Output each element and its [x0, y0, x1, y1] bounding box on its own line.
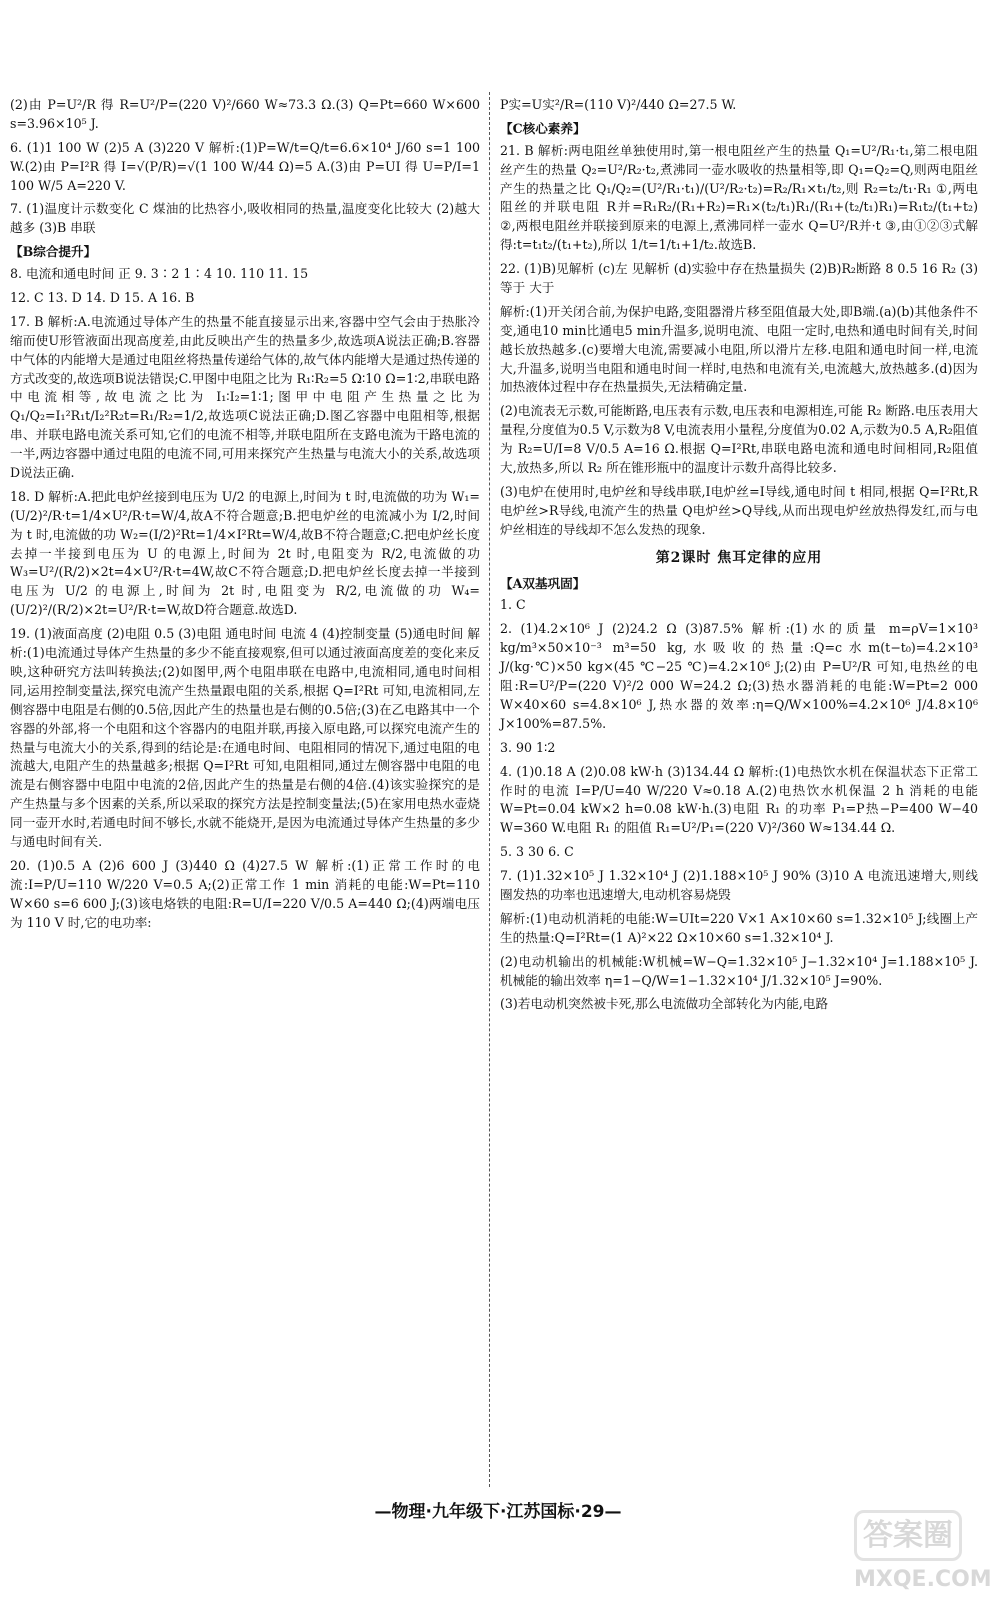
answer-paragraph: (3)电炉在使用时,电炉丝和导线串联,I电炉丝=I导线,通电时间 t 相同,根据 Q=I²Rt,R电炉丝>R导线,电流产生的热量 Q电炉丝>Q导线,从而出现电炉丝放热得发红,而与电炉丝相连的导线却不怎么发热的现象.	[500, 483, 978, 537]
column-divider	[489, 92, 490, 1487]
answer-paragraph: P实=U实²/R=(110 V)²/440 Ω=27.5 W.	[500, 97, 737, 112]
answer-paragraph: 解析:(1)开关闭合前,为保护电路,变阻器滑片移至阻值最大处,即B端.(a)(b)其他条件不变,通电10 min比通电5 min升温多,说明电流、电阻一定时,电热和通电时间有关,时间越长放热越多.(c)要增大电流,需要减小电阻,所以滑片左移.电阻和通电时间一样,电流大,升温多,说明当电阻和通电时间一样时,电热和电流有关,电流越大,放热越多.(d)因为加热液体过程中存在热量损失,无法精确定量.	[500, 303, 978, 395]
lesson-title: 第2课时 焦耳定律的应用	[655, 549, 823, 566]
watermark-site: MXQE.COM	[854, 1567, 992, 1592]
right-column	[500, 96, 978, 1019]
answer-paragraph: 解析:(1)电动机消耗的电能:W=UIt=220 V×1 A×10×60 s=1.32×10⁵ J;线圈上产生的热量:Q=I²Rt=(1 A)²×22 Ω×10×60 s=1.32×10⁴ J.	[500, 910, 978, 945]
answer-paragraph: 6. (1)1 100 W (2)5 A (3)220 V 解析:(1)P=W/t=Q/t=6.6×10⁴ J/60 s=1 100 W.(2)由 P=I²R 得 I=√(P/R)=√(1 100 W/44 Ω)=5 A.(3)由 P=UI 得 U=P/I=1 100 W/5 A=220 V.	[10, 139, 480, 193]
section-heading: 【A双基巩固】	[500, 575, 586, 591]
answer-paragraph: (3)若电动机突然被卡死,那么电流做功全部转化为内能,电路	[500, 996, 829, 1012]
answer-paragraph: 21. B 解析:两电阻丝单独使用时,第一根电阻丝产生的热量 Q₁=U²/R₁·t₁,第二根电阻丝产生的热量 Q₂=U²/R₂·t₂,煮沸同一壶水吸收的热量相等,即 Q₁=Q₂=Q,则两电阻丝产生的热量之比 Q₁/Q₂=(U²/R₁·t₁)/(U²/R₂·t₂)=R₂/R₁×t₁/t₂,则 R₂=t₂/t₁·R₁ ①,两电阻丝的并联电阻 R并=R₁R₂/(R₁+R₂)=R₁×(t₂/t₁)R₁/(R₁+(t₂/t₁)R₁)=R₁t₂/(t₁+t₂) ②,两根电阻丝并联接到原来的电源上,煮沸同样一壶水 Q=U²/R并·t ③,由①②③式解得:t=t₁t₂/(t₁+t₂),所以 1/t=1/t₁+1/t₂.故选B.	[500, 142, 978, 253]
answer-paragraph: 7. (1)温度计示数变化 C 煤油的比热容小,吸收相同的热量,温度变化比较大 (2)越大 越多 (3)B 串联	[10, 201, 480, 236]
answer-paragraph: 2. (1)4.2×10⁶ J (2)24.2 Ω (3)87.5% 解析:(1)水的质量 m=ρV=1×10³ kg/m³×50×10⁻³ m³=50 kg,水吸收的热量:Q=c水m(t−t₀)=4.2×10³ J/(kg·℃)×50 kg×(45 ℃−25 ℃)=4.2×10⁶ J;(2)由 P=U²/R 可知,电热丝的电阻:R=U²/P=(220 V)²/2 000 W=24.2 Ω;(3)热水器消耗的电能:W=Pt=2 000 W×40×60 s=4.8×10⁶ J,热水器的效率:η=Q/W×100%=4.2×10⁶ J/4.8×10⁶ J×100%=87.5%.	[500, 621, 978, 731]
answer-paragraph: 18. D 解析:A.把此电炉丝接到电压为 U/2 的电源上,时间为 t 时,电流做的功为 W₁=(U/2)²/R·t=1/4×U²/R·t=W/4,故A不符合题意;B.把电炉丝的电流减小为 I/2,时间为 t 时,电流做的功 W₂=(I/2)²Rt=1/4×I²Rt=W/4,故B不符合题意;C.把电炉丝长度去掉一半接到电压为 U 的电源上,时间为 2t 时,电阻变为 R/2,电流做的功 W₃=U²/(R/2)×2t=4×U²/R·t=4W,故C不符合题意;D.把电炉丝长度去掉一半接到电压为 U/2 的电源上,时间为 2t 时,电阻变为 R/2,电流做的功 W₄=(U/2)²/(R/2)×2t=U²/R·t=W,故D符合题意.故选D.	[10, 488, 480, 618]
section-heading: 【C核心素养】	[500, 120, 586, 136]
answer-paragraph: 19. (1)液面高度 (2)电阻 0.5 (3)电阻 通电时间 电流 4 (4)控制变量 (5)通电时间 解析:(1)电流通过导体产生热量的多少不能直接观察,但可以通过液面高度差的变化来反映,这种研究方法叫转换法;(2)如图甲,两个电阻串联在电路中,电流相同,通电时间相同,运用控制变量法,探究电流产生热量跟电阻的关系,根据 Q=I²Rt 可知,电流相同,左侧容器中电阻是右侧的0.5倍,因此产生的热量也是右侧的0.5倍;(3)在乙电路其中一个容器的外部,将一个电阻和这个容器内的电阻并联,再接入原电路,可以探究电流产生的热量与电流大小的关系,得到的结论是:在通电时间、电阻相同的情况下,通过电阻的电流越大,电阻产生的热量越多;根据 Q=I²Rt 可知,电阻相同,通过左侧容器中电阻的电流是右侧容器中电阻中电流的2倍,因此产生的热量是右侧的4倍.(4)该实验探究的是产生热量与多个因素的关系,所以采取的探究方法是控制变量法;(5)在家用电热水壶烧同一壶开水时,若通电时间不够长,水就不能烧开,是因为电流通过导体产生热量的多少与通电时间有关.	[10, 626, 480, 849]
answer-paragraph: 3. 90 1∶2	[500, 739, 556, 755]
answer-paragraph: (2)电动机输出的机械能:W机械=W−Q=1.32×10⁵ J−1.32×10⁴ J=1.188×10⁵ J.机械能的输出效率 η=1−Q/W=1−1.32×10⁴ J/1.32×10⁵ J=90%.	[500, 953, 978, 988]
answer-paragraph: 8. 电流和通电时间 正 9. 3∶2 1∶4 10. 110 11. 15	[10, 266, 309, 282]
answer-paragraph: 1. C	[500, 597, 526, 613]
answer-paragraph: 20. (1)0.5 A (2)6 600 J (3)440 Ω (4)27.5 W 解析:(1)正常工作时的电流:I=P/U=110 W/220 V=0.5 A;(2)正常工作 1 min 消耗的电能:W=Pt=110 W×60 s=6 600 J;(3)该电烙铁的电阻:R=U/I=220 V/0.5 A=440 Ω;(4)两端电压为 110 V 时,它的电功率:	[10, 857, 480, 930]
left-column	[10, 96, 480, 937]
watermark-logo	[854, 1510, 992, 1592]
page-footer: —物理·九年级下·江苏国标·29—	[374, 1502, 622, 1522]
watermark-logo-text: 答案圈	[854, 1510, 962, 1561]
answer-paragraph: 5. 3 30 6. C	[500, 844, 574, 860]
answer-paragraph: 22. (1)B)见解析 (c)左 见解析 (d)实验中存在热量损失 (2)B)R₂断路 8 0.5 16 R₂ (3)等于 大于	[500, 261, 978, 296]
answer-paragraph: (2)由 P=U²/R 得 R=U²/P=(220 V)²/660 W≈73.3 Ω.(3) Q=Pt=660 W×600 s=3.96×10⁵ J.	[10, 97, 480, 131]
section-heading: 【B综合提升】	[10, 244, 97, 260]
answer-paragraph: 4. (1)0.18 A (2)0.08 kW·h (3)134.44 Ω 解析:(1)电热饮水机在保温状态下正常工作时的电流 I=P/U=40 W/220 V≈0.18 A.(2)电热饮水机保温 2 h 消耗的电能 W=Pt=0.04 kW×2 h=0.08 kW·h.(3)电阻 R₁ 的功率 P₁=P热−P=400 W−40 W=360 W.电阻 R₁ 的阻值 R₁=U²/P₁=(220 V)²/360 W≈134.44 Ω.	[500, 763, 978, 836]
answer-paragraph: 7. (1)1.32×10⁵ J 1.32×10⁴ J (2)1.188×10⁵ J 90% (3)10 A 电流迅速增大,则线圈发热的功率也迅速增大,电动机容易烧毁	[500, 868, 978, 902]
answer-paragraph: (2)电流表无示数,可能断路,电压表有示数,电压表和电源相连,可能 R₂ 断路.电压表用大量程,分度值为0.5 V,示数为8 V,电流表用小量程,分度值为0.02 A,示数为0.5 A,R₂阻值为 R₂=U/I=8 V/0.5 A=16 Ω.根据 Q=I²Rt,串联电路电流和通电时间相同,R₂阻值大,放热多,所以 R₂ 所在锥形瓶中的温度计示数升高得比较多.	[500, 403, 978, 476]
answer-paragraph: 12. C 13. D 14. D 15. A 16. B	[10, 290, 195, 306]
answer-paragraph: 17. B 解析:A.电流通过导体产生的热量不能直接显示出来,容器中空气会由于热胀冷缩而使U形管液面出现高度差,由此反映出产生的热量多少,故选项A说法正确;B.容器中气体的内能增大是通过电阻丝将热量传递给气体的,故气体内能增大是通过热传递的方式改变的,故选项B说法错误;C.甲图中电阻之比为 R₁∶R₂=5 Ω∶10 Ω=1∶2,串联电路中电流相等,故电流之比为 I₁∶I₂=1∶1;图甲中电阻产生热量之比为 Q₁/Q₂=I₁²R₁t/I₂²R₂t=R₁/R₂=1/2,故选项C说法正确;D.图乙容器中电阻相等,根据串、并联电路电流关系可知,它们的电流不相等,并联电阻所在支路电流为干路电流的一半,两边容器中通过电阻的电流不同,可用来探究产生热量与电流大小的关系,故选项D说法正确.	[10, 313, 480, 481]
